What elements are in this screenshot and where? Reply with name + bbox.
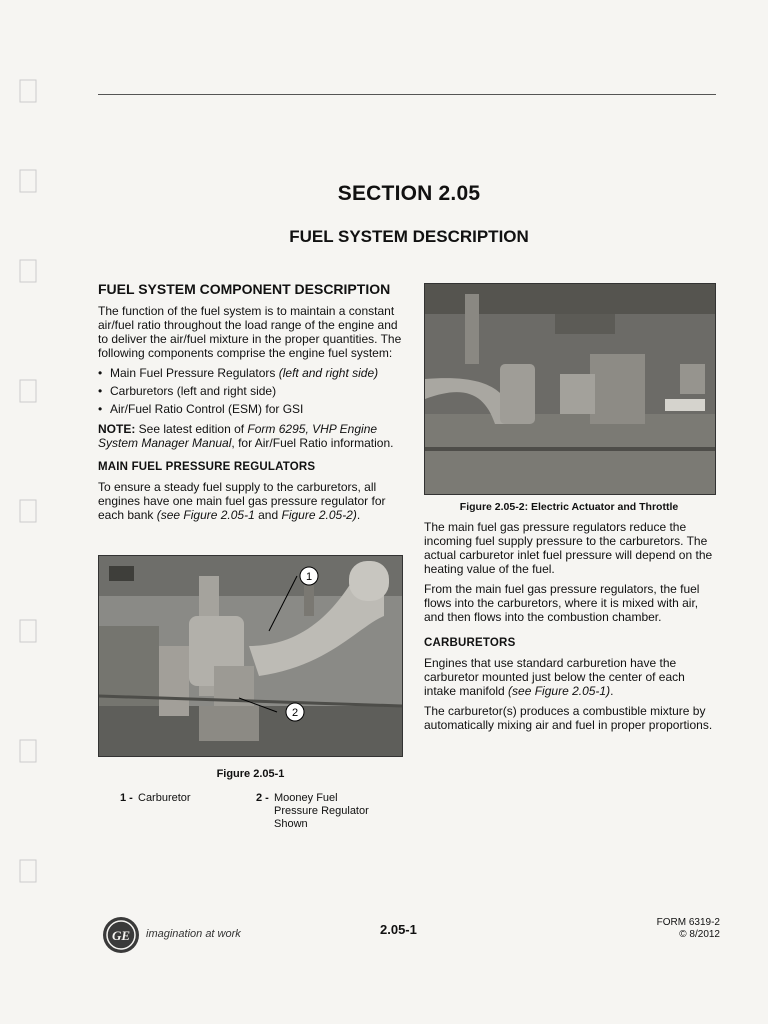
carburetors-text: Engines that use standard carburetion have the carburetor mounted just below the center of each intake manifold (see Figure 2.05-1). — [424, 656, 685, 698]
form-number: FORM 6319-2 — [656, 917, 720, 928]
regulators-heading: MAIN FUEL PRESSURE REGULATORS — [98, 461, 316, 473]
figure-2-photo — [424, 283, 716, 495]
margin-marks — [0, 0, 60, 1024]
form-info — [600, 917, 720, 941]
carburetor-function-text: The carburetor(s) produces a combustible mixture by automatically mixing air and fuel in proper proportions. — [424, 704, 713, 732]
list-item: • Main Fuel Pressure Regulators (left and right side) — [98, 366, 403, 380]
svg-text:GE: GE — [111, 928, 131, 943]
legend-item-1: 1 - Carburetor — [120, 792, 191, 804]
section-title: SECTION 2.05 — [337, 182, 481, 205]
component-intro: The function of the fuel system is to maintain a constant air/fuel ratio throughout the load range of the engine and to deliver the air/fuel mixture in the proper quantities. The following components comprise the engine fuel system: — [98, 304, 402, 360]
callout-1: 1 — [305, 571, 313, 583]
section-subtitle: FUEL SYSTEM DESCRIPTION — [289, 227, 529, 246]
ge-logo — [101, 915, 141, 955]
list-item: • Air/Fuel Ratio Control (ESM) for GSI — [98, 402, 403, 416]
left-column — [98, 281, 403, 528]
right-column — [424, 520, 720, 738]
carburetors-heading: CARBURETORS — [424, 637, 516, 649]
page-number: 2.05-1 — [380, 922, 417, 937]
regulators-pressure-text: The main fuel gas pressure regulators reduce the incoming fuel supply pressure to the carburetors. The actual carburetor inlet fuel pressure will depend on the heating value of the fuel. — [424, 520, 713, 576]
fuel-flow-text: From the main fuel gas pressure regulators, the fuel flows into the carburetors, where it is mixed with air, and then flows into the combustion chamber. — [424, 582, 700, 624]
tagline: imagination at work — [146, 928, 241, 940]
figure-1-photo — [98, 555, 403, 757]
top-rule — [98, 94, 716, 95]
callout-2: 2 — [291, 707, 299, 719]
note: NOTE: See latest edition of Form 6295, VHP Engine System Manager Manual, for Air/Fuel Ratio information. — [98, 422, 394, 450]
component-heading: FUEL SYSTEM COMPONENT DESCRIPTION — [98, 281, 391, 297]
list-item: • Carburetors (left and right side) — [98, 384, 403, 398]
legend-item-2: 2 - Mooney Fuel Pressure Regulator Shown — [256, 792, 369, 830]
figure-1-caption: Figure 2.05-1 — [216, 768, 285, 780]
form-date: © 8/2012 — [679, 929, 720, 940]
regulators-text: To ensure a steady fuel supply to the carburetors, all engines have one main fuel gas pressure regulator for each bank (see Figure 2.05-1 and Figure 2.05-2). — [98, 480, 386, 522]
figure-2-caption: Figure 2.05-2: Electric Actuator and Throttle — [459, 501, 679, 513]
component-list — [98, 366, 403, 416]
